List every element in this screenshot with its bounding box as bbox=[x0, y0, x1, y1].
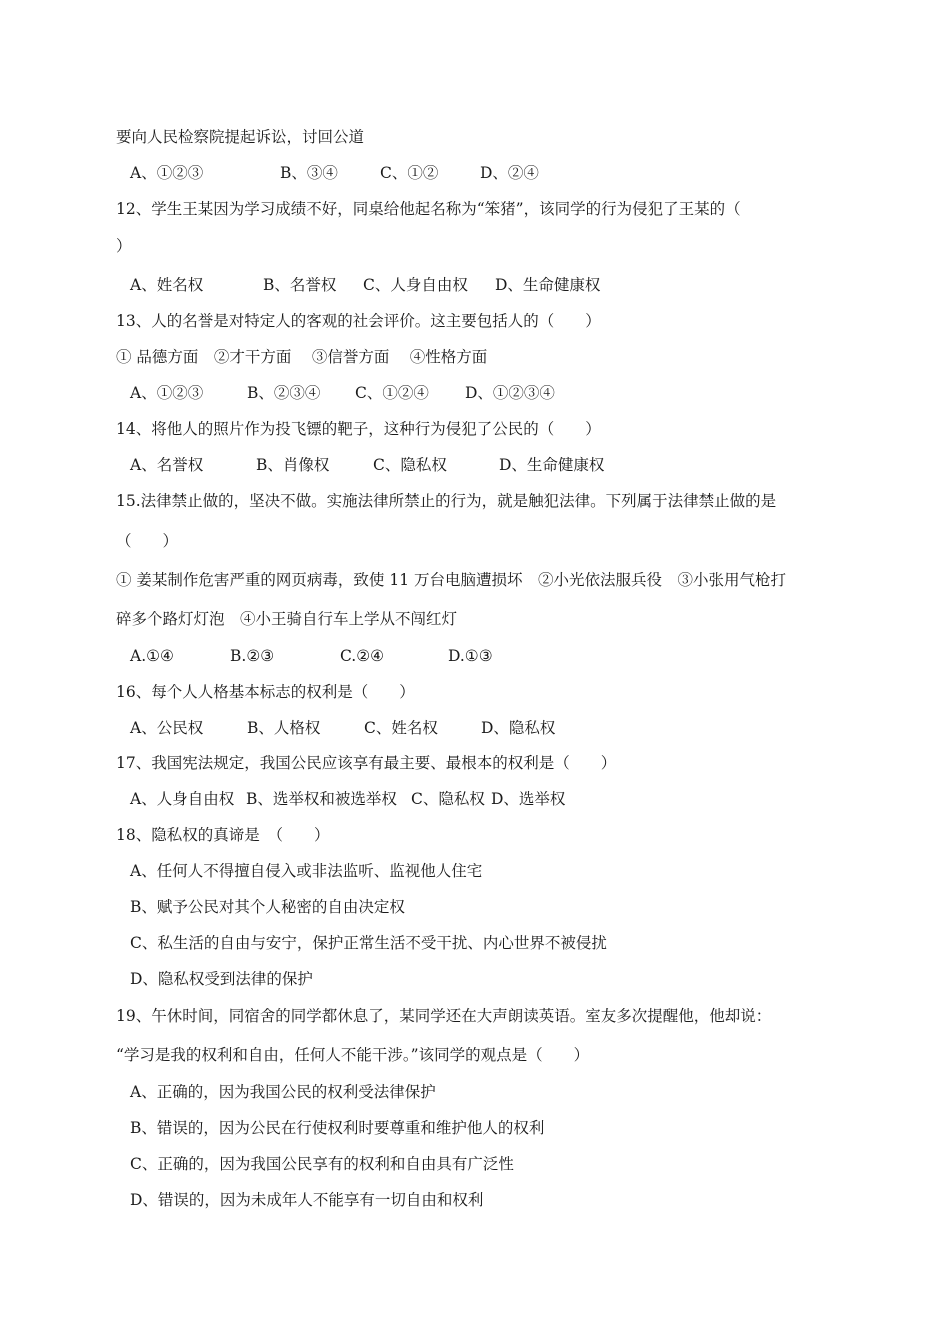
option-c: C、隐私权 bbox=[373, 456, 447, 474]
q15-items-line2: 碎多个路灯灯泡 ④小王骑自行车上学从不闯红灯 bbox=[116, 610, 458, 628]
q19-option-a: A、正确的，因为我国公民的权利受法律保护 bbox=[130, 1083, 436, 1101]
q18-option-a: A、任何人不得擅自侵入或非法监听、监视他人住宅 bbox=[130, 862, 483, 880]
option-b: B、人格权 bbox=[247, 719, 321, 737]
q16-stem: 16、每个人人格基本标志的权利是（ ） bbox=[116, 683, 415, 701]
option-a: A.①④ bbox=[130, 647, 174, 665]
option-a: A、名誉权 bbox=[130, 456, 204, 474]
q19-option-c: C、正确的，因为我国公民享有的权利和自由具有广泛性 bbox=[130, 1155, 514, 1173]
text-line: 要向人民检察院提起诉讼，讨回公道 bbox=[116, 128, 365, 146]
option-b: B、名誉权 bbox=[263, 276, 337, 294]
q12-stem: 12、学生王某因为学习成绩不好，同桌给他起名称为“笨猪”，该同学的行为侵犯了王某的（ bbox=[116, 200, 741, 218]
option-a: A、①②③ bbox=[130, 164, 204, 182]
option-d: D.①③ bbox=[448, 647, 493, 665]
option-d: D、选举权 bbox=[491, 790, 566, 808]
q15-answer-paren: （ ） bbox=[116, 532, 179, 550]
q18-option-c: C、私生活的自由与安宁，保护正常生活不受干扰、内心世界不被侵扰 bbox=[130, 934, 607, 952]
q12-options bbox=[130, 275, 600, 295]
q19-stem-line1: 19、午休时间，同宿舍的同学都休息了，某同学还在大声朗读英语。室友多次提醒他，他却说： bbox=[116, 1007, 772, 1025]
option-c: C、隐私权 bbox=[411, 790, 485, 808]
q13-stem: 13、人的名誉是对特定人的客观的社会评价。这主要包括人的（ ） bbox=[116, 312, 601, 330]
q13-items: ① 品德方面 ②才干方面 ③信誉方面 ④性格方面 bbox=[116, 348, 488, 366]
option-a: A、公民权 bbox=[130, 719, 204, 737]
option-c: C、①②④ bbox=[355, 384, 429, 402]
option-d: D、生命健康权 bbox=[495, 276, 601, 294]
option-d: D、②④ bbox=[480, 164, 539, 182]
q19-stem-line2: “学习是我的权利和自由，任何人不能干涉。”该同学的观点是（ ） bbox=[116, 1046, 590, 1064]
q15-options bbox=[130, 646, 493, 666]
option-a: A、①②③ bbox=[130, 384, 204, 402]
q14-options bbox=[130, 455, 604, 475]
q15-stem: 15.法律禁止做的，坚决不做。实施法律所禁止的行为，就是触犯法律。下列属于法律禁止做的是 bbox=[116, 492, 777, 510]
q18-stem: 18、隐私权的真谛是 （ ） bbox=[116, 826, 330, 844]
q13-options bbox=[130, 383, 555, 403]
q18-option-b: B、赋予公民对其个人秘密的自由决定权 bbox=[130, 898, 405, 916]
option-b: B、肖像权 bbox=[256, 456, 330, 474]
option-a: A、人身自由权 bbox=[130, 790, 235, 808]
q17-stem: 17、我国宪法规定，我国公民应该享有最主要、最根本的权利是（ ） bbox=[116, 754, 617, 772]
option-b: B、选举权和被选举权 bbox=[246, 790, 397, 808]
option-c: C.②④ bbox=[340, 647, 385, 665]
option-d: D、隐私权 bbox=[481, 719, 556, 737]
option-b: B、③④ bbox=[280, 164, 338, 182]
q17-options bbox=[130, 789, 565, 809]
q18-option-d: D、隐私权受到法律的保护 bbox=[130, 970, 313, 988]
option-c: C、人身自由权 bbox=[363, 276, 468, 294]
q19-option-b: B、错误的，因为公民在行使权利时要尊重和维护他人的权利 bbox=[130, 1119, 545, 1137]
q12-paren-close: ） bbox=[116, 237, 132, 255]
q14-stem: 14、将他人的照片作为投飞镖的靶子，这种行为侵犯了公民的（ ） bbox=[116, 420, 601, 438]
option-c: C、姓名权 bbox=[364, 719, 438, 737]
option-d: D、①②③④ bbox=[465, 384, 555, 402]
q11-options bbox=[130, 163, 539, 183]
q19-option-d: D、错误的，因为未成年人不能享有一切自由和权利 bbox=[130, 1191, 484, 1209]
q16-options bbox=[130, 718, 555, 738]
option-d: D、生命健康权 bbox=[499, 456, 605, 474]
q15-items-line1: ① 姜某制作危害严重的网页病毒，致使 11 万台电脑遭损坏 ②小光依法服兵役 ③小张用气枪打 bbox=[116, 571, 787, 589]
option-b: B.②③ bbox=[230, 647, 275, 665]
option-a: A、姓名权 bbox=[130, 276, 204, 294]
option-b: B、②③④ bbox=[247, 384, 321, 402]
option-c: C、①② bbox=[380, 164, 439, 182]
